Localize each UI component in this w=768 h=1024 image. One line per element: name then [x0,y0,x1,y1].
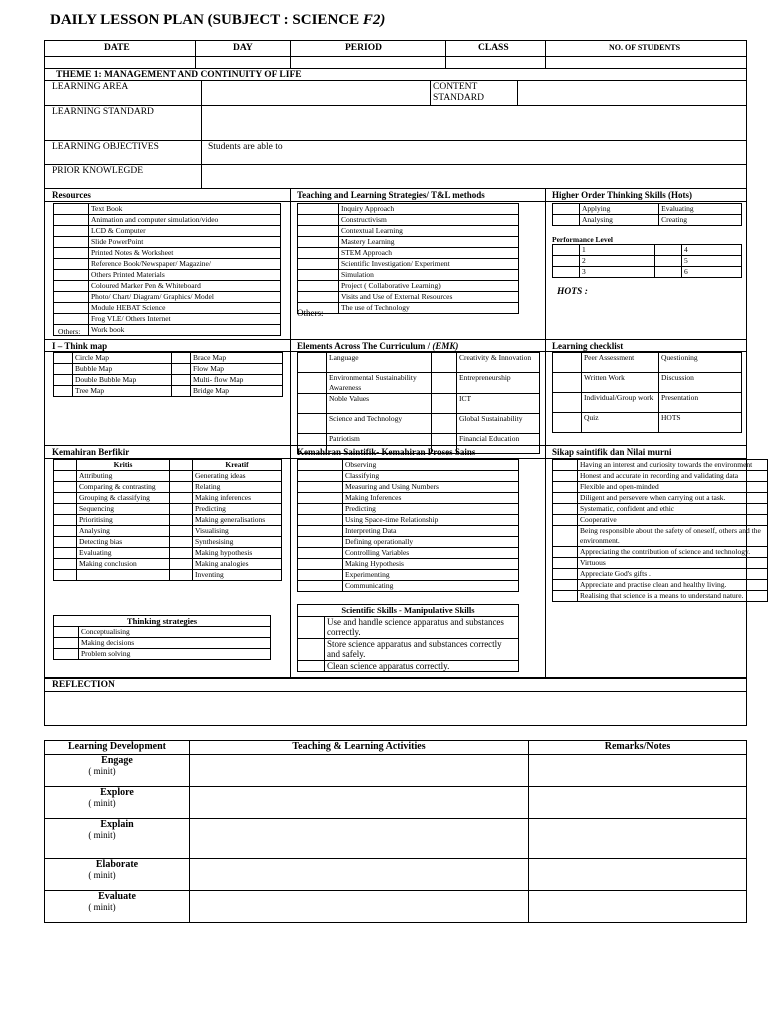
kreatif-item: Visualising [193,526,282,537]
resource-item: Animation and computer simulation/video [89,215,281,226]
hots-evaluating: Evaluating [659,204,742,215]
kreatif-checkbox[interactable] [170,493,193,504]
sikap-item: Being responsible about the safety of oneself, others and the environment. [578,526,768,547]
checklist-item: HOTS [659,413,742,433]
hots-creating: Creating [659,215,742,226]
proses-item: Experimenting [343,570,519,581]
think-map-table [53,352,283,397]
kritis-item: Sequencing [77,504,170,515]
tl-methods-others: Others: [297,308,324,318]
kritis-checkbox[interactable] [54,559,77,570]
sikap-checkbox[interactable] [553,460,578,471]
emk-checkbox[interactable] [432,394,457,414]
strategy-checkbox[interactable] [54,627,79,638]
proses-item: Using Space-time Relationship [343,515,519,526]
proses-checkbox[interactable] [298,504,343,515]
resource-item: Printed Notes & Worksheet [89,248,281,259]
kreatif-checkbox[interactable] [170,548,193,559]
checklist-checkbox[interactable] [553,393,582,413]
resources-others: Others: [58,327,81,336]
manipulative-checkbox[interactable] [298,616,325,638]
emk-table [297,352,540,454]
resources-table [53,203,281,339]
strategy-item: Making decisions [79,638,271,649]
emk-item: Noble Values [327,394,432,414]
kreatif-checkbox[interactable] [170,482,193,493]
sikap-checkbox[interactable] [553,482,578,493]
remarks-cell[interactable] [529,859,747,891]
tl-method-checkbox[interactable] [298,237,339,248]
tl-method-item: Simulation [339,270,519,281]
hots-label: HOTS : [557,287,588,297]
resource-item: LCD & Computer [89,226,281,237]
tl-method-checkbox[interactable] [298,204,339,215]
tl-method-item: Constructivism [339,215,519,226]
hots-heading: Higher Order Thinking Skills (Hots) [552,190,693,200]
sikap-checkbox[interactable] [553,493,578,504]
kritis-item: Making conclusion [77,559,170,570]
stage-minutes: ( minit) [88,766,116,776]
checklist-checkbox[interactable] [553,353,582,373]
proses-item: Interpreting Data [343,526,519,537]
manipulative-item: Store science apparatus and substances correctly and safely. [325,638,519,660]
sikap-item: Flexible and open-minded [578,482,768,493]
reflection-box[interactable] [44,678,747,726]
kreatif-checkbox[interactable] [170,471,193,482]
stage-name: Elaborate [95,859,139,870]
learning-development-header: Learning Development [45,741,190,755]
performance-level-table: 1 4 2 5 3 6 [552,244,742,278]
kreatif-checkbox[interactable] [170,515,193,526]
resource-checkbox[interactable] [54,281,89,292]
stage-minutes: ( minit) [88,902,116,912]
kritis-checkbox[interactable] [54,482,77,493]
resource-checkbox[interactable] [54,204,89,215]
stage-cell [45,891,190,923]
resource-checkbox[interactable] [54,303,89,314]
proses-item: Classifying [343,471,519,482]
sikap-item: Appreciating the contribution of science and technology. [578,547,768,558]
think-map-checkbox[interactable] [54,386,73,397]
resource-item: Text Book [89,204,281,215]
proses-checkbox[interactable] [298,526,343,537]
resource-checkbox[interactable] [54,259,89,270]
emk-item: Creativity & Innovation [457,353,540,373]
think-map-checkbox[interactable] [54,375,73,386]
checklist-table [552,352,742,433]
manipulative-item: Use and handle science apparatus and substances correctly. [325,616,519,638]
proses-item: Making Inferences [343,493,519,504]
sikap-item: Realising that science is a means to understand nature. [578,591,768,602]
think-map-item: Brace Map [191,353,283,364]
proses-checkbox[interactable] [298,460,343,471]
kritis-item: Evaluating [77,548,170,559]
stage-name: Engage [101,755,133,766]
resource-checkbox[interactable] [54,314,89,325]
hots-applying: Applying [580,204,659,215]
checklist-item: Discussion [659,373,742,393]
think-map-checkbox[interactable] [172,353,191,364]
kritis-item [77,570,170,581]
proses-item: Observing [343,460,519,471]
checklist-checkbox[interactable] [553,413,582,433]
sikap-item: Diligent and persevere when carrying out a task. [578,493,768,504]
sikap-checkbox[interactable] [553,526,578,547]
stage-cell [45,755,190,787]
emk-heading: Elements Across The Curriculum / (EMK) [297,341,459,351]
sikap-heading: Sikap saintifik dan Nilai murni [552,447,672,457]
sikap-item: Cooperative [578,515,768,526]
resource-item: Work book [89,325,281,336]
kreatif-item: Synthesising [193,537,282,548]
tl-method-checkbox[interactable] [298,281,339,292]
kreatif-checkbox[interactable] [170,537,193,548]
stage-name: Explore [100,787,134,798]
resource-item: Slide PowerPoint [89,237,281,248]
emk-item: ICT [457,394,540,414]
emk-checkbox[interactable] [432,373,457,394]
resource-item: Frog VLE/ Others Internet [89,314,281,325]
kreatif-checkbox[interactable] [170,526,193,537]
stage-minutes: ( minit) [88,830,116,840]
remarks-header: Remarks/Notes [529,741,747,755]
learning-area-label: LEARNING AREA [52,82,129,92]
manipulative-checkbox[interactable] [298,660,325,672]
think-map-item: Flow Map [191,364,283,375]
kritis-item: Detecting bias [77,537,170,548]
emk-checkbox[interactable] [432,414,457,434]
reflection-label: REFLECTION [52,680,115,690]
resource-item: Coloured Marker Pen & Whiteboard [89,281,281,292]
resource-item: Photo/ Chart/ Diagram/ Graphics/ Model [89,292,281,303]
resource-checkbox[interactable] [54,270,89,281]
kritis-item: Prioritising [77,515,170,526]
kreatif-item: Generating ideas [193,471,282,482]
checklist-checkbox[interactable] [553,373,582,393]
kreatif-item: Inventing [193,570,282,581]
kritis-checkbox[interactable] [54,493,77,504]
resource-checkbox[interactable] [54,292,89,303]
proses-checkbox[interactable] [298,493,343,504]
proses-sains-heading: Kemahiran Saintifik- Kemahiran Proses Sains [297,447,476,457]
resources-heading: Resources [52,190,91,200]
strategy-item: Conceptualising [79,627,271,638]
kritis-item: Analysing [77,526,170,537]
sikap-checkbox[interactable] [553,547,578,558]
think-map-item: Bridge Map [191,386,283,397]
tl-method-checkbox[interactable] [298,259,339,270]
checklist-item: Questioning [659,353,742,373]
remarks-cell[interactable] [529,819,747,859]
learning-standard-label: LEARNING STANDARD [52,107,154,117]
resource-item: Others Printed Materials [89,270,281,281]
remarks-cell[interactable] [529,787,747,819]
stage-name: Evaluate [98,891,136,902]
proses-checkbox[interactable] [298,515,343,526]
kreatif-checkbox[interactable] [170,570,193,581]
emk-item: Language [327,353,432,373]
kreatif-item: Making generalisations [193,515,282,526]
emk-checkbox[interactable] [298,373,327,394]
resource-checkbox[interactable] [54,237,89,248]
class-header: CLASS [478,43,509,53]
strategy-checkbox[interactable] [54,638,79,649]
proses-item: Making Hypothesis [343,559,519,570]
proses-checkbox[interactable] [298,548,343,559]
kritis-checkbox[interactable] [54,570,77,581]
kreatif-header: Kreatif [193,460,282,471]
proses-item: Measuring and Using Numbers [343,482,519,493]
stage-cell [45,787,190,819]
kritis-checkbox[interactable] [54,471,77,482]
remarks-cell[interactable] [529,755,747,787]
emk-checkbox[interactable] [298,414,327,434]
activity-cell[interactable] [190,755,529,787]
strategy-item: Problem solving [79,649,271,660]
proses-item: Communicating [343,581,519,592]
emk-item: Financial Education [457,434,540,454]
checklist-item: Written Work [582,373,659,393]
resource-checkbox[interactable] [54,215,89,226]
checklist-item: Individual/Group work [582,393,659,413]
sikap-item: Systematic, confident and ethic [578,504,768,515]
sikap-table [552,459,768,602]
tl-method-item: STEM Approach [339,248,519,259]
kritis-item: Grouping & classifying [77,493,170,504]
think-map-checkbox[interactable] [54,353,73,364]
manipulative-checkbox[interactable] [298,638,325,660]
think-map-item: Multi- flow Map [191,375,283,386]
manipulative-table [297,604,519,672]
content-standard-label: CONTENT STANDARD [433,82,484,103]
kritis-checkbox[interactable] [54,537,77,548]
performance-level-heading: Performance Level [552,235,614,244]
kreatif-checkbox[interactable] [170,504,193,515]
tl-method-item: Scientific Investigation/ Experiment [339,259,519,270]
tl-methods-table [297,203,519,314]
hots-table [552,203,742,226]
sikap-checkbox[interactable] [553,569,578,580]
think-map-checkbox[interactable] [172,386,191,397]
thinking-strategies-table [53,615,271,660]
sikap-item: Appreciate and practise clean and healthy living. [578,580,768,591]
tl-method-checkbox[interactable] [298,292,339,303]
kreatif-item: Making inferences [193,493,282,504]
kreatif-item: Predicting [193,504,282,515]
stage-cell [45,819,190,859]
activity-cell[interactable] [190,819,529,859]
think-map-item: Circle Map [73,353,172,364]
tl-method-item: The use of Technology [339,303,519,314]
prior-knowledge-label: PRIOR KNOWLEGDE [52,166,144,176]
stage-cell [45,859,190,891]
proses-item: Defining operationally [343,537,519,548]
think-map-item: Double Bubble Map [73,375,172,386]
tl-method-item: Contextual Learning [339,226,519,237]
period-header: PERIOD [345,43,382,53]
proses-checkbox[interactable] [298,570,343,581]
day-header: DAY [233,43,253,53]
kritis-checkbox[interactable] [54,504,77,515]
resource-checkbox[interactable] [54,248,89,259]
tl-method-checkbox[interactable] [298,248,339,259]
emk-item: Environmental Sustainability Awareness [327,373,432,394]
remarks-cell[interactable] [529,891,747,923]
students-header: NO. OF STUDENTS [609,43,681,52]
date-header: DATE [104,43,130,53]
activity-cell[interactable] [190,859,529,891]
think-map-checkbox[interactable] [172,375,191,386]
tl-method-item: Mastery Learning [339,237,519,248]
proses-item: Predicting [343,504,519,515]
checklist-heading: Learning checklist [552,341,624,351]
hots-analysing: Analysing [580,215,659,226]
kritis-item: Comparing & contrasting [77,482,170,493]
think-map-checkbox[interactable] [54,364,73,375]
emk-checkbox[interactable] [298,394,327,414]
checklist-item: Quiz [582,413,659,433]
sikap-item: Appreciate God's gifts . [578,569,768,580]
proses-checkbox[interactable] [298,471,343,482]
think-map-item: Tree Map [73,386,172,397]
think-map-item: Bubble Map [73,364,172,375]
emk-checkbox[interactable] [298,353,327,373]
sikap-checkbox[interactable] [553,471,578,482]
proses-sains-table [297,459,519,592]
tl-methods-heading: Teaching and Learning Strategies/ T&L methods [297,190,485,200]
think-map-checkbox[interactable] [172,364,191,375]
kreatif-checkbox[interactable] [170,559,193,570]
stage-minutes: ( minit) [88,870,116,880]
activity-cell[interactable] [190,891,529,923]
sikap-checkbox[interactable] [553,504,578,515]
tl-method-checkbox[interactable] [298,226,339,237]
checklist-item: Presentation [659,393,742,413]
sikap-checkbox[interactable] [553,558,578,569]
manipulative-heading: Scientific Skills - Manipulative Skills [298,605,519,617]
kreatif-item: Making analogies [193,559,282,570]
tl-method-item: Visits and Use of External Resources [339,292,519,303]
strategy-checkbox[interactable] [54,649,79,660]
sikap-checkbox[interactable] [553,580,578,591]
stage-name: Explain [100,819,134,830]
sikap-item: Virtuous [578,558,768,569]
tl-method-item: Project ( Collaborative Learning) [339,281,519,292]
think-map-heading: I – Think map [52,341,108,351]
proses-checkbox[interactable] [298,482,343,493]
kritis-checkbox[interactable] [54,515,77,526]
students-able-text: Students are able to [208,142,283,152]
kemahiran-berfikir-table [53,459,282,581]
resource-item: Reference Book/Newspaper/ Magazine/ [89,259,281,270]
kritis-checkbox[interactable] [54,548,77,559]
emk-item: Entrepreneurship [457,373,540,394]
kreatif-item: Making hypothesis [193,548,282,559]
sikap-item: Honest and accurate in recording and validating data [578,471,768,482]
learning-objectives-label: LEARNING OBJECTIVES [52,142,159,152]
stage-minutes: ( minit) [88,798,116,808]
proses-checkbox[interactable] [298,537,343,548]
emk-item: Patriotism [327,434,432,454]
sikap-checkbox[interactable] [553,515,578,526]
proses-checkbox[interactable] [298,581,343,592]
proses-checkbox[interactable] [298,559,343,570]
tl-method-checkbox[interactable] [298,215,339,226]
kreatif-item: Relating [193,482,282,493]
emk-item: Global Sustainability [457,414,540,434]
proses-item: Controlling Variables [343,548,519,559]
kritis-item: Attributing [77,471,170,482]
sikap-checkbox[interactable] [553,591,578,602]
checklist-item: Peer Assessment [582,353,659,373]
kritis-checkbox[interactable] [54,526,77,537]
tl-activities-header: Teaching & Learning Activities [190,741,529,755]
resource-checkbox[interactable] [54,226,89,237]
tl-method-checkbox[interactable] [298,270,339,281]
theme-title: THEME 1: MANAGEMENT AND CONTINUITY OF LIFE [56,70,302,80]
kritis-header: Kritis [77,460,170,471]
activity-cell[interactable] [190,787,529,819]
emk-checkbox[interactable] [432,353,457,373]
resource-item: Module HEBAT Science [89,303,281,314]
thinking-strategies-heading: Thinking strategies [54,616,271,627]
sikap-item: Having an interest and curiosity towards the environment [578,460,768,471]
activities-table [44,740,747,923]
manipulative-item: Clean science apparatus correctly. [325,660,519,672]
tl-method-item: Inquiry Approach [339,204,519,215]
page-title: DAILY LESSON PLAN (SUBJECT : SCIENCE F2) [50,12,386,28]
kemahiran-berfikir-heading: Kemahiran Berfikir [52,447,130,457]
emk-item: Science and Technology [327,414,432,434]
